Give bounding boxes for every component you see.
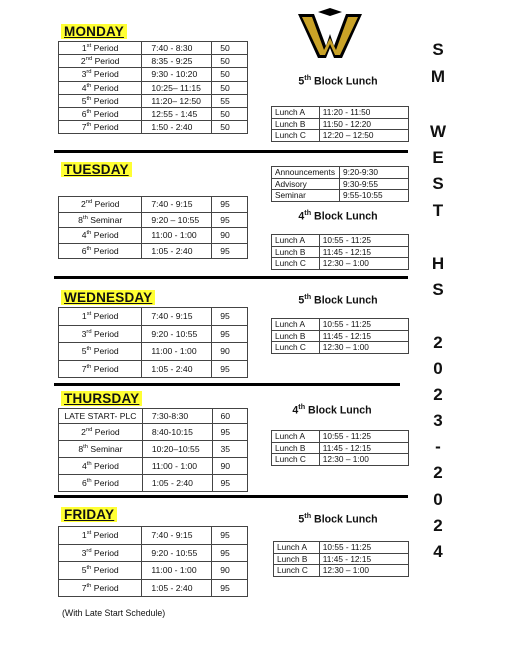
announce-name-cell: Announcements bbox=[272, 167, 340, 179]
lunch-time-cell: 12:30 – 1:00 bbox=[319, 342, 408, 354]
time-cell: 1:05 - 2:40 bbox=[142, 243, 212, 259]
minutes-cell: 95 bbox=[212, 243, 248, 259]
minutes-cell: 90 bbox=[212, 228, 248, 244]
period-cell: 5th Period bbox=[59, 562, 142, 580]
sidebar-letter: 2 bbox=[433, 516, 443, 535]
thursday-schedule-table bbox=[58, 408, 248, 492]
minutes-cell: 50 bbox=[212, 81, 248, 94]
ordinal-suffix: th bbox=[82, 214, 88, 221]
period-cell: 7th Period bbox=[59, 579, 142, 597]
lunch-name-cell: Lunch B bbox=[272, 118, 320, 130]
minutes-cell: 60 bbox=[212, 409, 248, 424]
period-cell: 6th Period bbox=[59, 475, 143, 492]
thursday-lunch-table bbox=[271, 430, 409, 466]
lunch-name-cell: Lunch A bbox=[272, 107, 320, 119]
table-row bbox=[274, 553, 409, 565]
wednesday-lunch-table bbox=[271, 318, 409, 354]
lunch-time-cell: 10:55 - 11:25 bbox=[319, 431, 408, 443]
table-row bbox=[272, 235, 409, 247]
friday-lunch-table bbox=[273, 541, 409, 577]
minutes-cell: 95 bbox=[212, 544, 248, 562]
minutes-cell: 95 bbox=[212, 325, 248, 343]
time-cell: 1:05 - 2:40 bbox=[142, 579, 212, 597]
school-logo bbox=[296, 8, 364, 60]
minutes-cell: 90 bbox=[212, 562, 248, 580]
ordinal-suffix: nd bbox=[85, 56, 93, 63]
ordinal-suffix: st bbox=[86, 43, 92, 50]
sidebar-letter: W bbox=[429, 122, 447, 141]
minutes-cell: 90 bbox=[212, 458, 248, 475]
tuesday-schedule-table bbox=[58, 196, 248, 259]
w-logo-icon bbox=[296, 8, 364, 60]
monday-lunch-title: 5th Block Lunch bbox=[298, 73, 378, 88]
friday-lunch-title: 5th Block Lunch bbox=[298, 511, 378, 526]
lunch-time-cell: 11:45 - 12:15 bbox=[319, 330, 408, 342]
thursday-title: THURSDAY bbox=[61, 391, 142, 406]
lunch-time-cell: 11:50 - 12:20 bbox=[319, 118, 408, 130]
ordinal-suffix: th bbox=[83, 444, 89, 451]
sidebar-letter: E bbox=[432, 148, 444, 167]
sidebar-letter: 4 bbox=[433, 542, 443, 561]
period-cell: 3rd Period bbox=[59, 325, 142, 343]
time-cell: 1:50 - 2:40 bbox=[142, 121, 212, 134]
table-row bbox=[59, 212, 248, 228]
time-cell: 10:20–10:55 bbox=[142, 441, 212, 458]
ordinal-suffix: th bbox=[86, 346, 92, 353]
lunch-time-cell: 11:45 - 12:15 bbox=[319, 553, 408, 565]
lunch-name-cell: Lunch C bbox=[274, 565, 320, 577]
table-row bbox=[59, 544, 248, 562]
ordinal-suffix: th bbox=[86, 582, 92, 589]
period-cell: 4th Period bbox=[59, 81, 142, 94]
time-cell: 1:05 - 2:40 bbox=[142, 475, 212, 492]
time-cell: 7:40 - 9:15 bbox=[142, 197, 212, 213]
time-cell: 11:00 - 1:00 bbox=[142, 562, 212, 580]
ordinal-suffix: rd bbox=[86, 69, 92, 76]
wednesday-lunch-title: 5th Block Lunch bbox=[298, 292, 378, 307]
table-row bbox=[272, 342, 409, 354]
table-row bbox=[59, 94, 248, 107]
lunch-name-cell: Lunch B bbox=[272, 246, 320, 258]
lunch-name-cell: Lunch C bbox=[272, 130, 320, 142]
time-cell: 10:25– 11:15 bbox=[142, 81, 212, 94]
table-row bbox=[59, 343, 248, 361]
ordinal-suffix: th bbox=[86, 230, 92, 237]
table-row bbox=[272, 190, 409, 202]
time-cell: 9:20 – 10:55 bbox=[142, 212, 212, 228]
sidebar-letter: 0 bbox=[433, 490, 443, 509]
friday-title: FRIDAY bbox=[61, 507, 117, 522]
announce-name-cell: Advisory bbox=[272, 178, 340, 190]
section-divider bbox=[54, 383, 400, 386]
section-divider bbox=[54, 150, 408, 153]
table-row bbox=[59, 579, 248, 597]
tuesday-title: TUESDAY bbox=[61, 162, 132, 177]
minutes-cell: 50 bbox=[212, 68, 248, 81]
time-cell: 7:30-8:30 bbox=[142, 409, 212, 424]
announce-time-cell: 9:30-9:55 bbox=[339, 178, 408, 190]
table-row bbox=[272, 319, 409, 331]
period-cell: 1st Period bbox=[59, 42, 142, 55]
sidebar-letter: 3 bbox=[433, 411, 443, 430]
table-row bbox=[59, 68, 248, 81]
table-row bbox=[272, 454, 409, 466]
monday-schedule-table bbox=[58, 41, 248, 134]
ordinal-suffix: th bbox=[86, 82, 92, 89]
announce-name-cell: Seminar bbox=[272, 190, 340, 202]
table-row bbox=[272, 130, 409, 142]
ordinal-suffix: rd bbox=[86, 328, 92, 335]
ordinal-suffix: st bbox=[86, 311, 92, 318]
ordinal-suffix: th bbox=[86, 565, 92, 572]
sidebar-letter: - bbox=[435, 437, 441, 456]
time-cell: 7:40 - 9:15 bbox=[142, 308, 212, 326]
tuesday-lunch-title: 4th Block Lunch bbox=[298, 208, 378, 223]
table-row bbox=[59, 562, 248, 580]
table-row bbox=[272, 118, 409, 130]
table-row bbox=[272, 258, 409, 270]
lunch-name-cell: Lunch A bbox=[272, 319, 320, 331]
minutes-cell: 35 bbox=[212, 441, 248, 458]
period-cell: 6th Period bbox=[59, 107, 142, 120]
sidebar-letter: H bbox=[431, 254, 445, 273]
ordinal-suffix: th bbox=[304, 73, 312, 82]
minutes-cell: 50 bbox=[212, 42, 248, 55]
table-row bbox=[59, 55, 248, 68]
table-row bbox=[272, 178, 409, 190]
lunch-time-cell: 12:30 – 1:00 bbox=[319, 565, 408, 577]
ordinal-suffix: th bbox=[86, 122, 92, 129]
period-cell: 4th Period bbox=[59, 458, 143, 475]
table-row bbox=[59, 458, 248, 475]
period-cell: LATE START- PLC bbox=[59, 409, 143, 424]
table-row bbox=[272, 246, 409, 258]
tuesday-announcements-table bbox=[271, 166, 409, 202]
period-cell: 1st Period bbox=[59, 308, 142, 326]
period-cell: 5th Period bbox=[59, 343, 142, 361]
table-row bbox=[59, 441, 248, 458]
period-cell: 8th Seminar bbox=[59, 212, 142, 228]
time-cell: 11:00 - 1:00 bbox=[142, 228, 212, 244]
wednesday-title: WEDNESDAY bbox=[61, 290, 155, 305]
friday-schedule-table bbox=[58, 526, 248, 597]
time-cell: 8:40-10:15 bbox=[142, 424, 212, 441]
lunch-name-cell: Lunch A bbox=[274, 542, 320, 554]
ordinal-suffix: nd bbox=[85, 427, 93, 434]
minutes-cell: 50 bbox=[212, 121, 248, 134]
time-cell: 11:00 - 1:00 bbox=[142, 343, 212, 361]
announce-time-cell: 9:20-9:30 bbox=[339, 167, 408, 179]
sidebar-letter: T bbox=[432, 201, 444, 220]
minutes-cell: 50 bbox=[212, 55, 248, 68]
time-cell: 9:30 - 10:20 bbox=[142, 68, 212, 81]
sidebar-letter: S bbox=[432, 280, 444, 299]
time-cell: 1:05 - 2:40 bbox=[142, 360, 212, 378]
period-cell: 1st Period bbox=[59, 527, 142, 545]
ordinal-suffix: th bbox=[304, 208, 312, 217]
minutes-cell: 95 bbox=[212, 197, 248, 213]
lunch-time-cell: 11:45 - 12:15 bbox=[319, 442, 408, 454]
lunch-time-cell: 11:45 - 12:15 bbox=[319, 246, 408, 258]
announce-time-cell: 9:55-10:55 bbox=[339, 190, 408, 202]
monday-lunch-table bbox=[271, 106, 409, 142]
lunch-time-cell: 12:30 – 1:00 bbox=[319, 258, 408, 270]
lunch-time-cell: 10:55 - 11:25 bbox=[319, 542, 408, 554]
lunch-name-cell: Lunch A bbox=[272, 431, 320, 443]
minutes-cell: 50 bbox=[212, 107, 248, 120]
thursday-lunch-title: 4th Block Lunch bbox=[292, 402, 372, 417]
time-cell: 8:35 - 9:25 bbox=[142, 55, 212, 68]
section-divider bbox=[54, 495, 408, 498]
minutes-cell: 95 bbox=[212, 360, 248, 378]
table-row bbox=[59, 360, 248, 378]
minutes-cell: 95 bbox=[212, 527, 248, 545]
table-row bbox=[59, 121, 248, 134]
sidebar-letter: 2 bbox=[433, 385, 443, 404]
time-cell: 7:40 - 9:15 bbox=[142, 527, 212, 545]
sidebar-letter: 0 bbox=[433, 359, 443, 378]
minutes-cell: 95 bbox=[212, 475, 248, 492]
time-cell: 11:00 - 1:00 bbox=[142, 458, 212, 475]
table-row bbox=[274, 565, 409, 577]
sidebar-letter: 2 bbox=[433, 333, 443, 352]
period-cell: 6th Period bbox=[59, 243, 142, 259]
minutes-cell: 55 bbox=[212, 94, 248, 107]
period-cell: 4th Period bbox=[59, 228, 142, 244]
minutes-cell: 90 bbox=[212, 343, 248, 361]
lunch-time-cell: 10:55 - 11:25 bbox=[319, 235, 408, 247]
period-cell: 2nd Period bbox=[59, 424, 143, 441]
ordinal-suffix: rd bbox=[86, 547, 92, 554]
lunch-time-cell: 12:30 – 1:00 bbox=[319, 454, 408, 466]
ordinal-suffix: th bbox=[304, 292, 312, 301]
table-row bbox=[59, 409, 248, 424]
minutes-cell: 95 bbox=[212, 308, 248, 326]
time-cell: 12:55 - 1:45 bbox=[142, 107, 212, 120]
period-cell: 8th Seminar bbox=[59, 441, 143, 458]
table-row bbox=[59, 424, 248, 441]
minutes-cell: 95 bbox=[212, 424, 248, 441]
ordinal-suffix: th bbox=[86, 245, 92, 252]
sidebar-letter: 2 bbox=[433, 463, 443, 482]
lunch-time-cell: 10:55 - 11:25 bbox=[319, 319, 408, 331]
ordinal-suffix: nd bbox=[85, 199, 93, 206]
lunch-name-cell: Lunch B bbox=[272, 442, 320, 454]
sidebar-letter: S bbox=[432, 174, 444, 193]
table-row bbox=[59, 42, 248, 55]
lunch-name-cell: Lunch C bbox=[272, 342, 320, 354]
ordinal-suffix: th bbox=[86, 478, 92, 485]
lunch-name-cell: Lunch A bbox=[272, 235, 320, 247]
time-cell: 11:20– 12:50 bbox=[142, 94, 212, 107]
period-cell: 2nd Period bbox=[59, 197, 142, 213]
table-row bbox=[272, 431, 409, 443]
ordinal-suffix: st bbox=[86, 530, 92, 537]
lunch-name-cell: Lunch C bbox=[272, 258, 320, 270]
period-cell: 5th Period bbox=[59, 94, 142, 107]
table-row bbox=[272, 167, 409, 179]
period-cell: 7th Period bbox=[59, 121, 142, 134]
wednesday-schedule-table bbox=[58, 307, 248, 378]
ordinal-suffix: th bbox=[86, 95, 92, 102]
lunch-name-cell: Lunch C bbox=[272, 454, 320, 466]
table-row bbox=[272, 330, 409, 342]
ordinal-suffix: th bbox=[86, 461, 92, 468]
lunch-time-cell: 11:20 - 11:50 bbox=[319, 107, 408, 119]
minutes-cell: 95 bbox=[212, 212, 248, 228]
lunch-name-cell: Lunch B bbox=[274, 553, 320, 565]
minutes-cell: 95 bbox=[212, 579, 248, 597]
table-row bbox=[59, 325, 248, 343]
period-cell: 3rd Period bbox=[59, 68, 142, 81]
table-row bbox=[272, 442, 409, 454]
period-cell: 2nd Period bbox=[59, 55, 142, 68]
ordinal-suffix: th bbox=[304, 511, 312, 520]
table-row bbox=[59, 81, 248, 94]
tuesday-lunch-table bbox=[271, 234, 409, 270]
period-cell: 3rd Period bbox=[59, 544, 142, 562]
table-row bbox=[274, 542, 409, 554]
ordinal-suffix: th bbox=[86, 109, 92, 116]
table-row bbox=[59, 228, 248, 244]
table-row bbox=[272, 107, 409, 119]
monday-title: MONDAY bbox=[61, 24, 127, 39]
lunch-name-cell: Lunch B bbox=[272, 330, 320, 342]
table-row bbox=[59, 197, 248, 213]
table-row bbox=[59, 107, 248, 120]
period-cell: 7th Period bbox=[59, 360, 142, 378]
sidebar-letter: M bbox=[430, 67, 446, 86]
ordinal-suffix: th bbox=[298, 402, 306, 411]
table-row bbox=[59, 527, 248, 545]
table-row bbox=[59, 308, 248, 326]
time-cell: 9:20 - 10:55 bbox=[142, 325, 212, 343]
ordinal-suffix: th bbox=[86, 363, 92, 370]
time-cell: 9:20 - 10:55 bbox=[142, 544, 212, 562]
time-cell: 7:40 - 8:30 bbox=[142, 42, 212, 55]
sidebar-letter: S bbox=[432, 40, 444, 59]
table-row bbox=[59, 243, 248, 259]
footnote: (With Late Start Schedule) bbox=[62, 608, 166, 618]
lunch-time-cell: 12:20 – 12:50 bbox=[319, 130, 408, 142]
table-row bbox=[59, 475, 248, 492]
section-divider bbox=[54, 276, 408, 279]
